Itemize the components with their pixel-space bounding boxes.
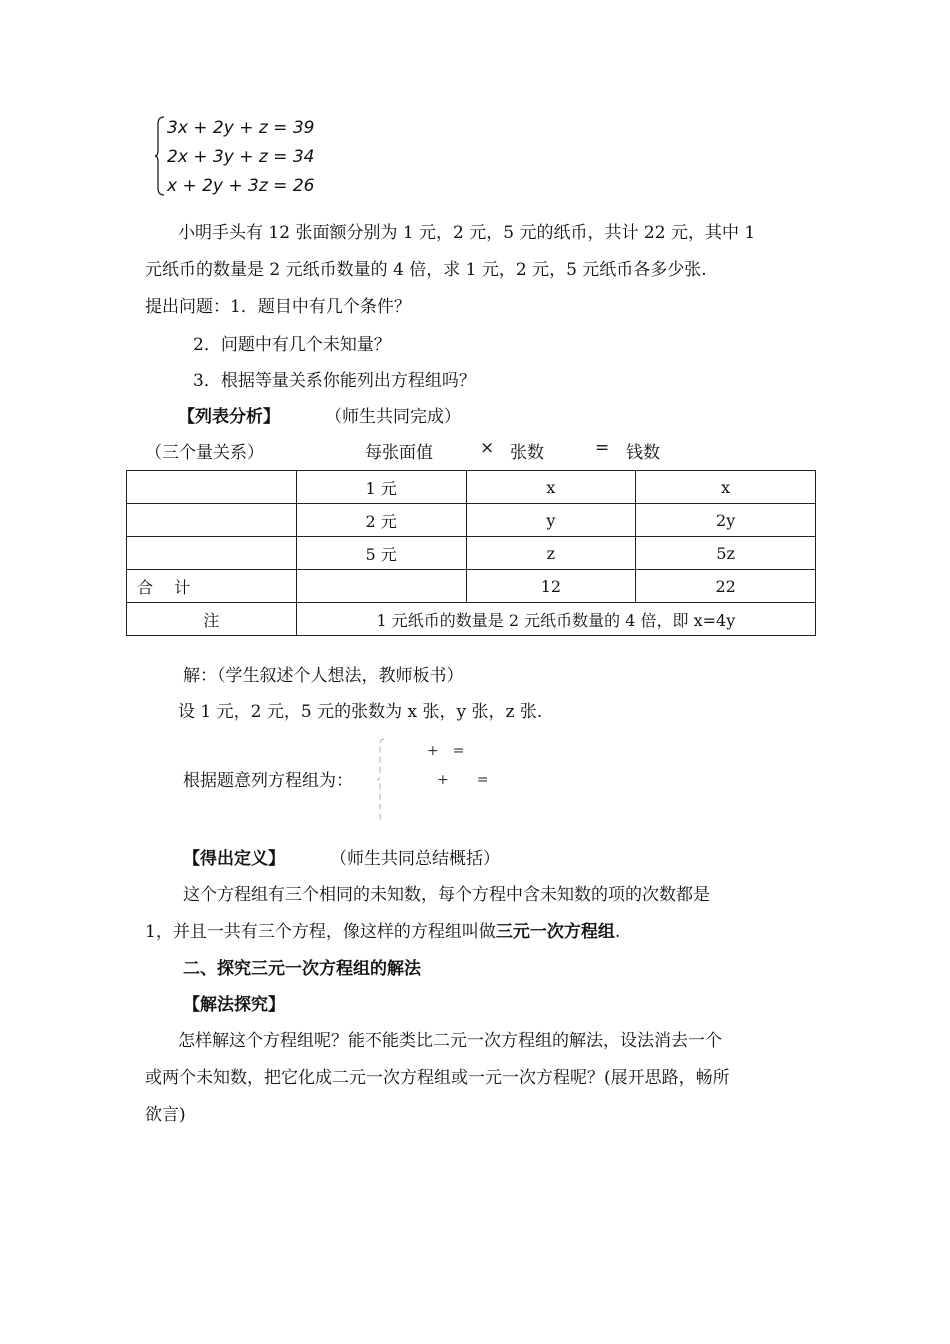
definition-line-2 (145, 917, 620, 942)
equation-1: 3x + 2y + z = 39 (167, 118, 315, 138)
problem-line-2: 元纸币的数量是 2 元纸币数量的 4 倍，求 1 元，2 元，5 元纸币各多少张. (145, 260, 707, 280)
table-cell: 1 元 (296, 471, 466, 504)
definition-heading-note: （师生共同总结概括） (330, 849, 500, 869)
relation-label: （三个量关系） (145, 443, 264, 463)
section-2-line-1: 怎样解这个方程组呢？能不能类比二元一次方程组的解法，设法消去一个 (178, 1031, 722, 1051)
system-label: 根据题意列方程组为： (183, 771, 353, 791)
question-2: 2．问题中有几个未知量？ (193, 335, 391, 355)
table-row-note (127, 603, 816, 636)
brace-icon (155, 116, 165, 196)
question-3: 3．根据等量关系你能列出方程组吗？ (193, 371, 476, 391)
section-2-heading: 【解法探究】 (183, 995, 285, 1015)
definition-line-2-prefix: 1，并且一共有三个方程，像这样的方程组叫做 (145, 922, 496, 942)
table-cell (127, 471, 297, 504)
table-cell (127, 504, 297, 537)
table-heading-note: （师生共同完成） (325, 407, 461, 427)
table-cell: z (466, 537, 636, 570)
table-note-text: 1 元纸币的数量是 2 元纸币数量的 4 倍，即 x=4y (296, 603, 815, 636)
equation-2: 2x + 3y + z = 34 (167, 147, 315, 167)
table-row (127, 537, 816, 570)
system-blank-2: + = (437, 772, 489, 788)
table-cell: 2 元 (296, 504, 466, 537)
relation-equals: = (595, 438, 610, 458)
relation-b: 张数 (510, 443, 544, 463)
question-1: 提出问题：1．题目中有几个条件？ (145, 297, 411, 317)
solution-set: 设 1 元，2 元，5 元的张数为 x 张，y 张，z 张. (178, 702, 543, 722)
brace-icon (376, 738, 386, 822)
analysis-table (126, 470, 816, 636)
table-cell: x (466, 471, 636, 504)
table-heading: 【列表分析】 (178, 407, 280, 427)
definition-line-1: 这个方程组有三个相同的未知数，每个方程中含未知数的项的次数都是 (183, 885, 710, 905)
relation-c: 钱数 (626, 443, 660, 463)
equation-3: x + 2y + 3z = 26 (167, 176, 315, 196)
table-cell: x (636, 471, 816, 504)
definition-heading: 【得出定义】 (183, 849, 285, 869)
table-cell: 12 (466, 570, 636, 603)
table-cell: 5 元 (296, 537, 466, 570)
equation-system (155, 116, 315, 200)
system-blank-1: + = (427, 743, 465, 759)
definition-term: 三元一次方程组 (495, 922, 615, 942)
definition-line-2-suffix: . (614, 922, 621, 942)
table-row (127, 504, 816, 537)
solution-intro: 解：（学生叙述个人想法，教师板书） (183, 666, 464, 686)
section-2-line-2: 或两个未知数，把它化成二元一次方程组或一元一次方程呢？(展开思路，畅所 (145, 1068, 730, 1088)
table-cell: 2y (636, 504, 816, 537)
relation-a: 每张面值 (365, 443, 433, 463)
problem-line-1: 小明手头有 12 张面额分别为 1 元，2 元，5 元的纸币，共计 22 元，其中 1 (178, 223, 756, 243)
section-2-title: 二、探究三元一次方程组的解法 (183, 959, 421, 979)
section-2-line-3: 欲言) (145, 1105, 186, 1125)
table-cell: y (466, 504, 636, 537)
table-row (127, 570, 816, 603)
table-row (127, 471, 816, 504)
table-cell (296, 570, 466, 603)
relation-times: × (480, 438, 495, 458)
table-cell: 5z (636, 537, 816, 570)
table-note-label: 注 (127, 603, 297, 636)
table-cell: 22 (636, 570, 816, 603)
table-cell-total-label: 合 计 (127, 570, 297, 603)
table-cell (127, 537, 297, 570)
